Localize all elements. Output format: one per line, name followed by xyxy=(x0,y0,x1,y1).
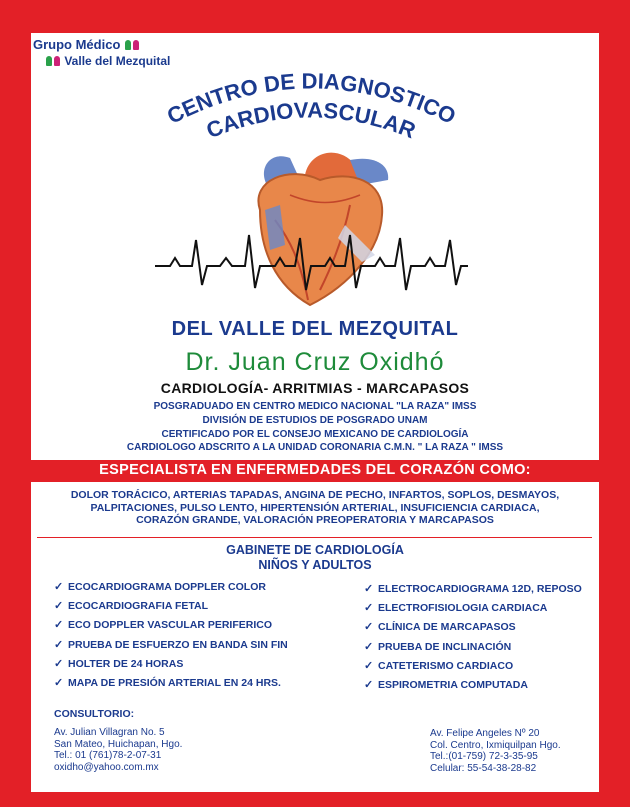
specialties: CARDIOLOGÍA- ARRITMIAS - MARCAPASOS xyxy=(160,380,470,396)
service-label: PRUEBA DE INCLINACIÓN xyxy=(378,640,512,653)
person-figure-icon xyxy=(133,40,139,50)
mobile-line: Celular: 55-54-38-28-82 xyxy=(430,762,537,774)
logo-line-1: Grupo Médico xyxy=(33,37,121,52)
service-item xyxy=(54,616,288,635)
check-icon: ✓ xyxy=(54,619,64,632)
condition-line: CORAZÓN GRANDE, VALORACIÓN PREOPERATORIA Y MARCAPASOS xyxy=(136,514,494,526)
address-line: Av. Julian Villagran No. 5 xyxy=(54,727,165,738)
logo-line-2: Valle del Mezquital xyxy=(64,54,171,68)
check-icon: ✓ xyxy=(364,602,374,615)
cabinet-heading xyxy=(0,543,630,573)
condition-line: PALPITACIONES, PULSO LENTO, HIPERTENSIÓN ARTERIAL, INSUFICIENCIA CARDIACA, xyxy=(90,501,540,514)
check-icon: ✓ xyxy=(364,659,374,672)
service-label: ELECTROFISIOLOGIA CARDIACA xyxy=(378,602,548,615)
service-item xyxy=(364,638,582,657)
phone-line: Tel.:(01-759) 72-3-35-95 xyxy=(430,751,538,762)
credential-line: CARDIOLOGO ADSCRITO A LA UNIDAD CORONARIA C.M.N. " LA RAZA " IMSS xyxy=(126,442,504,454)
cabinet-line-1: GABINETE DE CARDIOLOGÍA xyxy=(226,543,404,557)
check-icon: ✓ xyxy=(54,657,64,670)
services-list-right xyxy=(364,580,582,695)
condition-line: DOLOR TORÁCICO, ARTERIAS TAPADAS, ANGINA DE PECHO, INFARTOS, SOPLOS, DESMAYOS, xyxy=(70,489,560,501)
person-figure-icon xyxy=(54,56,60,66)
address-line: San Mateo, Huichapan, Hgo. xyxy=(54,738,183,750)
check-icon: ✓ xyxy=(364,679,374,692)
service-item xyxy=(54,578,288,597)
check-icon: ✓ xyxy=(54,600,64,613)
service-item xyxy=(364,618,582,637)
service-item xyxy=(54,655,288,674)
service-label: CATETERISMO CARDIACO xyxy=(378,659,514,672)
credential-line: CERTIFICADO POR EL CONSEJO MEXICANO DE CARDIOLOGÍA xyxy=(161,428,469,440)
check-icon: ✓ xyxy=(54,638,64,651)
heading-line-2: CARDIOVASCULAR xyxy=(202,97,420,144)
service-item xyxy=(54,636,288,655)
phone-line: Tel.: 01 (761)78-2-07-31 xyxy=(54,750,162,761)
doctor-name: Dr. Juan Cruz Oxidhó xyxy=(185,348,445,376)
service-label: ECO DOPPLER VASCULAR PERIFERICO xyxy=(68,619,272,632)
check-icon: ✓ xyxy=(54,581,64,593)
service-item xyxy=(364,676,582,695)
service-item xyxy=(364,580,582,599)
service-item xyxy=(364,599,582,618)
service-item xyxy=(54,674,288,693)
address-left xyxy=(54,727,182,773)
service-label: CLÍNICA DE MARCAPASOS xyxy=(378,621,516,634)
address-line: Av. Felipe Angeles Nº 20 xyxy=(430,728,540,739)
service-label: MAPA DE PRESIÓN ARTERIAL EN 24 HRS. xyxy=(68,677,281,690)
divider xyxy=(37,537,592,538)
service-label: ECOCARDIOGRAFIA FETAL xyxy=(68,600,208,613)
service-label: ESPIROMETRIA COMPUTADA xyxy=(378,679,528,692)
check-icon: ✓ xyxy=(54,677,64,690)
credential-line: DIVISIÓN DE ESTUDIOS DE POSGRADO UNAM xyxy=(202,414,428,426)
check-icon: ✓ xyxy=(364,621,374,634)
check-icon: ✓ xyxy=(364,583,374,595)
specialist-banner: ESPECIALISTA EN ENFERMEDADES DEL CORAZÓN COMO: xyxy=(99,462,531,478)
credential-line: POSGRADUADO EN CENTRO MEDICO NACIONAL "LA RAZA" IMSS xyxy=(153,401,477,412)
credentials xyxy=(0,400,630,455)
service-label: ECOCARDIOGRAMA DOPPLER COLOR xyxy=(68,581,266,593)
subtitle: DEL VALLE DEL MEZQUITAL xyxy=(171,318,459,340)
service-label: ELECTROCARDIOGRAMA 12D, REPOSO xyxy=(378,583,582,595)
service-item xyxy=(364,657,582,676)
service-item xyxy=(54,597,288,616)
check-icon: ✓ xyxy=(364,640,374,653)
service-label: PRUEBA DE ESFUERZO EN BANDA SIN FIN xyxy=(68,638,288,651)
heart-illustration xyxy=(150,150,470,315)
cabinet-line-2: NIÑOS Y ADULTOS xyxy=(258,558,372,572)
conditions xyxy=(0,489,630,527)
arched-heading xyxy=(120,50,510,160)
address-right xyxy=(430,728,561,774)
service-label: HOLTER DE 24 HORAS xyxy=(68,657,184,670)
person-figure-icon xyxy=(125,40,131,50)
office-heading: CONSULTORIO: xyxy=(54,708,135,720)
address-line: Col. Centro, Ixmiquilpan Hgo. xyxy=(430,739,561,751)
services-list-left xyxy=(54,578,288,693)
email-link[interactable]: oxidho@yahoo.com.mx xyxy=(54,761,159,773)
person-figure-icon xyxy=(46,56,52,66)
heading-line-1: CENTRO DE DIAGNOSTICO xyxy=(163,68,460,129)
